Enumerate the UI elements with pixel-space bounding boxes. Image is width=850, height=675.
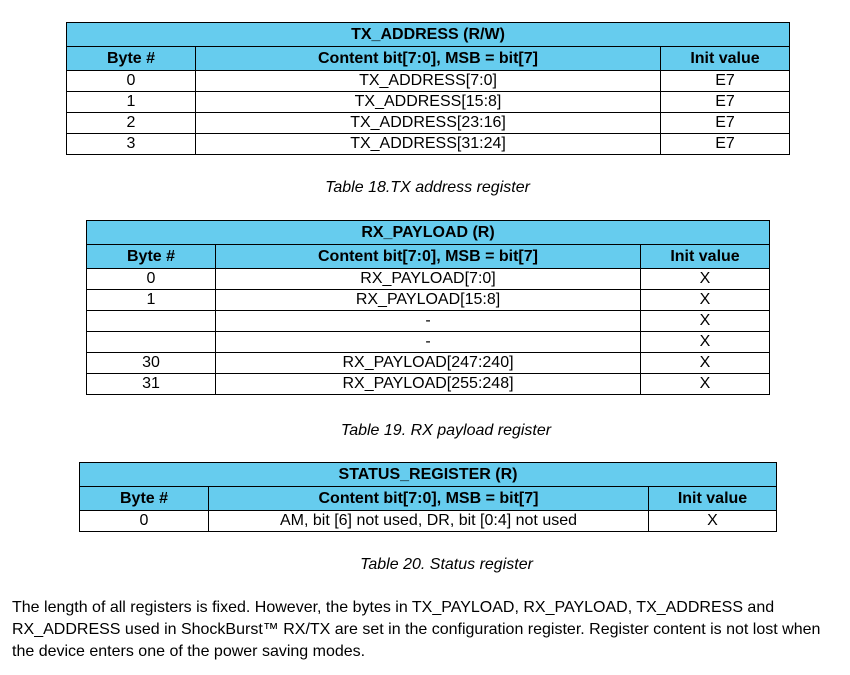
byte-cell	[87, 311, 216, 332]
content-cell: RX_PAYLOAD[247:240]	[216, 353, 641, 374]
init-value-cell: E7	[661, 134, 790, 155]
body-paragraph: The length of all registers is fixed. However, the bytes in TX_PAYLOAD, RX_PAYLOAD, TX_ADDRESS and RX_ADDRESS used in ShockBurst™ RX/TX are set in the configuration register. Register content is not lost when the device enters one of the power saving modes.	[12, 599, 821, 660]
byte-cell: 2	[67, 113, 196, 134]
column-header-init-value: Init value	[641, 245, 770, 269]
table-row	[87, 269, 770, 290]
byte-cell: 0	[67, 71, 196, 92]
column-header-byte: Byte #	[67, 47, 196, 71]
byte-cell: 30	[87, 353, 216, 374]
content-cell: RX_PAYLOAD[7:0]	[216, 269, 641, 290]
byte-cell: 1	[67, 92, 196, 113]
byte-cell: 0	[87, 269, 216, 290]
tx-address-table	[66, 22, 790, 155]
content-cell: RX_PAYLOAD[255:248]	[216, 374, 641, 395]
status-register-table	[79, 462, 777, 532]
table-row	[67, 134, 790, 155]
init-value-cell: X	[649, 511, 777, 532]
byte-cell: 3	[67, 134, 196, 155]
table-caption: Table 18.TX address register	[325, 179, 530, 196]
table-row	[87, 374, 770, 395]
table-row	[67, 71, 790, 92]
init-value-cell: X	[641, 332, 770, 353]
content-cell: TX_ADDRESS[15:8]	[196, 92, 661, 113]
init-value-cell: E7	[661, 71, 790, 92]
rx-payload-table	[86, 220, 770, 395]
table-row	[87, 311, 770, 332]
column-header-byte: Byte #	[87, 245, 216, 269]
column-header-content: Content bit[7:0], MSB = bit[7]	[209, 487, 649, 511]
init-value-cell: X	[641, 353, 770, 374]
init-value-cell: E7	[661, 92, 790, 113]
content-cell: TX_ADDRESS[31:24]	[196, 134, 661, 155]
content-cell: -	[216, 332, 641, 353]
column-header-content: Content bit[7:0], MSB = bit[7]	[196, 47, 661, 71]
table-title: TX_ADDRESS (R/W)	[67, 23, 790, 47]
init-value-cell: X	[641, 269, 770, 290]
byte-cell: 31	[87, 374, 216, 395]
table-row	[87, 353, 770, 374]
table-row	[80, 511, 777, 532]
column-header-content: Content bit[7:0], MSB = bit[7]	[216, 245, 641, 269]
table-title: STATUS_REGISTER (R)	[80, 463, 777, 487]
byte-cell: 0	[80, 511, 209, 532]
table-caption: Table 19. RX payload register	[340, 422, 552, 439]
init-value-cell: E7	[661, 113, 790, 134]
column-header-byte: Byte #	[80, 487, 209, 511]
table-row	[87, 290, 770, 311]
init-value-cell: X	[641, 311, 770, 332]
byte-cell: 1	[87, 290, 216, 311]
table-title: RX_PAYLOAD (R)	[87, 221, 770, 245]
column-header-init-value: Init value	[661, 47, 790, 71]
table-row	[67, 92, 790, 113]
table-caption: Table 20. Status register	[360, 556, 533, 573]
content-cell: TX_ADDRESS[23:16]	[196, 113, 661, 134]
byte-cell	[87, 332, 216, 353]
table-row	[87, 332, 770, 353]
init-value-cell: X	[641, 290, 770, 311]
column-header-init-value: Init value	[649, 487, 777, 511]
content-cell: TX_ADDRESS[7:0]	[196, 71, 661, 92]
init-value-cell: X	[641, 374, 770, 395]
content-cell: RX_PAYLOAD[15:8]	[216, 290, 641, 311]
content-cell: -	[216, 311, 641, 332]
table-row	[67, 113, 790, 134]
content-cell: AM, bit [6] not used, DR, bit [0:4] not used	[209, 511, 649, 532]
